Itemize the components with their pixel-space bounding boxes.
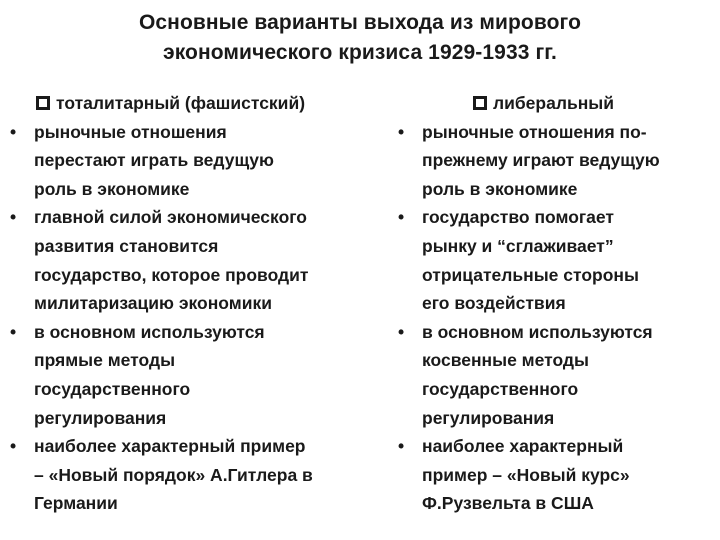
bullet-icon: • bbox=[398, 321, 405, 342]
bullet-icon: • bbox=[10, 121, 17, 142]
text-line: рынку и “сглаживает” bbox=[422, 235, 614, 256]
text-line: роль в экономике bbox=[422, 178, 578, 199]
column-totalitarian bbox=[10, 89, 370, 518]
text-line: Ф.Рузвельта в США bbox=[422, 493, 594, 514]
list-item bbox=[10, 432, 370, 518]
text-line: государственного bbox=[34, 378, 191, 399]
text-line: милитаризацию экономики bbox=[34, 293, 272, 314]
bullet-icon: • bbox=[10, 321, 17, 342]
list-item bbox=[398, 432, 716, 518]
list-item-text bbox=[34, 203, 370, 317]
column-header-label: тоталитарный (фашистский) bbox=[56, 93, 306, 113]
list-item bbox=[10, 318, 370, 432]
bullet-list bbox=[398, 118, 716, 518]
list-item-text bbox=[422, 203, 716, 317]
text-line: государство, которое проводит bbox=[34, 264, 309, 285]
bullet-icon: • bbox=[398, 121, 405, 142]
text-line: развития становится bbox=[34, 235, 219, 256]
column-header-liberal bbox=[398, 89, 716, 118]
text-line: в основном используются bbox=[34, 321, 265, 342]
bullet-icon: • bbox=[10, 436, 17, 457]
text-line: рыночные отношения по- bbox=[422, 121, 647, 142]
list-item bbox=[398, 203, 716, 317]
list-item-text bbox=[34, 318, 370, 432]
slide-title bbox=[60, 8, 660, 68]
text-line: роль в экономике bbox=[34, 178, 190, 199]
checkbox-square-icon bbox=[36, 96, 50, 110]
text-line: главной силой экономического bbox=[34, 207, 308, 228]
list-item bbox=[398, 318, 716, 432]
text-line: государственного bbox=[422, 378, 579, 399]
list-item-text bbox=[422, 318, 716, 432]
bullet-icon: • bbox=[398, 436, 405, 457]
text-line: регулирования bbox=[422, 407, 555, 428]
column-header-totalitarian bbox=[10, 89, 370, 118]
checkbox-square-icon bbox=[473, 96, 487, 110]
text-line: косвенные методы bbox=[422, 350, 589, 371]
text-line: прежнему играют ведущую bbox=[422, 150, 660, 171]
column-liberal bbox=[398, 89, 716, 518]
list-item bbox=[10, 203, 370, 317]
list-item bbox=[10, 118, 370, 204]
text-line: перестают играть ведущую bbox=[34, 150, 274, 171]
column-header-label: либеральный bbox=[493, 93, 614, 113]
text-line: наиболее характерный bbox=[422, 436, 624, 457]
text-line: его воздействия bbox=[422, 293, 566, 314]
bullet-icon: • bbox=[398, 207, 405, 228]
bullet-list bbox=[10, 118, 370, 518]
text-line: пример – «Новый курс» bbox=[422, 464, 630, 485]
text-line: государство помогает bbox=[422, 207, 614, 228]
list-item bbox=[398, 118, 716, 204]
text-line: регулирования bbox=[34, 407, 167, 428]
list-item-text bbox=[34, 432, 370, 518]
bullet-icon: • bbox=[10, 207, 17, 228]
list-item-text bbox=[422, 118, 716, 204]
list-item-text bbox=[422, 432, 716, 518]
title-line-2: экономического кризиса 1929-1933 гг. bbox=[163, 41, 557, 64]
text-line: рыночные отношения bbox=[34, 121, 227, 142]
text-line: прямые методы bbox=[34, 350, 176, 371]
text-line: наиболее характерный пример bbox=[34, 436, 306, 457]
text-line: в основном используются bbox=[422, 321, 653, 342]
list-item-text bbox=[34, 118, 370, 204]
text-line: Германии bbox=[34, 493, 118, 514]
text-line: – «Новый порядок» А.Гитлера в bbox=[34, 464, 313, 485]
title-line-1: Основные варианты выхода из мирового bbox=[138, 11, 582, 34]
text-line: отрицательные стороны bbox=[422, 264, 639, 285]
